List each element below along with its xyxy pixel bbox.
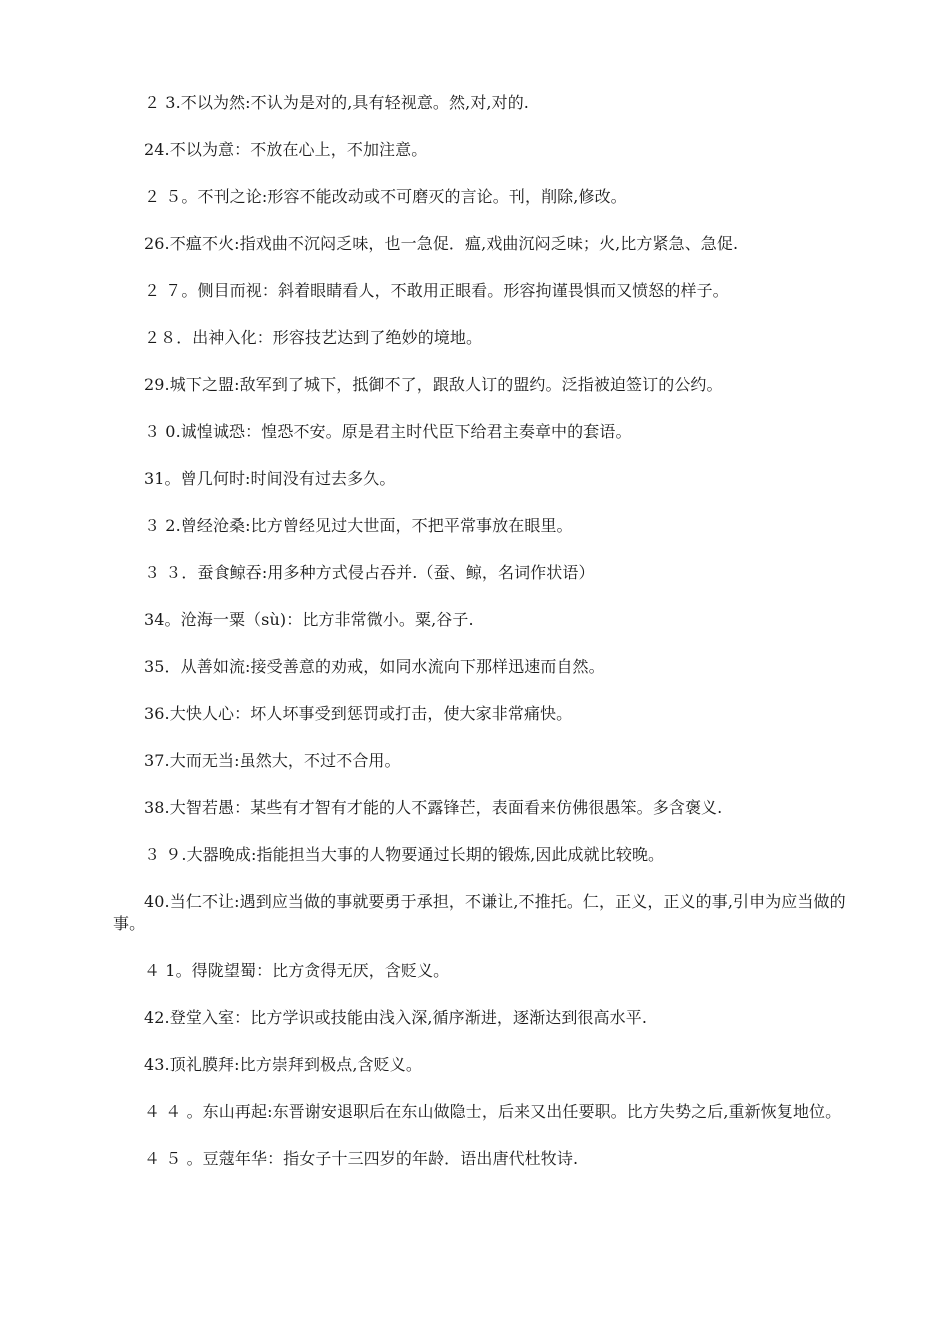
- idiom-entry-34: 34。沧海一粟（sù)：比方非常微小。粟,谷子.: [144, 610, 474, 629]
- idiom-entry-30: ３ 0.诚惶诚恐：惶恐不安。原是君主时代臣下给君主奏章中的套语。: [144, 422, 632, 441]
- idiom-entry-42: 42.登堂入室：比方学识或技能由浅入深,循序渐进，逐渐达到很高水平.: [144, 1008, 648, 1027]
- idiom-entry-28: ２８．出神入化：形容技艺达到了绝妙的境地。: [144, 328, 483, 347]
- idiom-list: [113, 92, 865, 1195]
- idiom-entry-41: ４ 1。得陇望蜀：比方贪得无厌，含贬义。: [144, 961, 450, 980]
- idiom-entry-31: 31。曾几何时:时间没有过去多久。: [144, 469, 396, 488]
- idiom-entry-43: 43.顶礼膜拜:比方崇拜到极点,含贬义。: [144, 1055, 422, 1074]
- idiom-entry-32: ３ 2.曾经沧桑:比方曾经见过大世面，不把平常事放在眼里。: [144, 516, 573, 535]
- idiom-entry-37: 37.大而无当:虽然大，不过不合用。: [144, 751, 401, 770]
- idiom-entry-38: 38.大智若愚：某些有才智有才能的人不露锋芒，表面看来仿佛很愚笨。多含褒义.: [144, 798, 723, 817]
- idiom-entry-39: ３ ９.大器晚成:指能担当大事的人物要通过长期的锻炼,因此成就比较晚。: [144, 845, 665, 864]
- idiom-entry-23: ２ 3.不以为然:不认为是对的,具有轻视意。然,对,对的.: [144, 93, 529, 112]
- idiom-entry-45: ４ ５ 。豆蔻年华：指女子十三四岁的年龄．语出唐代杜牧诗.: [144, 1149, 579, 1168]
- idiom-entry-26: 26.不瘟不火:指戏曲不沉闷乏味，也一急促．瘟,戏曲沉闷乏味；火,比方紧急、急促.: [144, 234, 739, 253]
- idiom-entry-29: 29.城下之盟:敌军到了城下，抵御不了，跟敌人订的盟约。泛指被迫签订的公约。: [144, 375, 723, 394]
- idiom-entry-40: 40.当仁不让:遇到应当做的事就要勇于承担，不谦让,不推托。仁，正义，正义的事,引申为应当做的事。: [113, 892, 846, 933]
- idiom-entry-27: ２ ７。侧目而视：斜着眼睛看人，不敢用正眼看。形容拘谨畏惧而又愤怒的样子。: [144, 281, 729, 300]
- idiom-entry-35: 35．从善如流:接受善意的劝戒，如同水流向下那样迅速而自然。: [144, 657, 605, 676]
- idiom-entry-44: ４ ４ 。东山再起:东晋谢安退职后在东山做隐士，后来又出任要职。比方失势之后,重新恢复地位。: [144, 1102, 842, 1121]
- idiom-entry-33: ３ ３．蚕食鲸吞:用多种方式侵占吞并.（蚕、鲸，名词作状语）: [144, 563, 595, 582]
- idiom-entry-25: ２ ５。不刊之论:形容不能改动或不可磨灭的言论。刊，削除,修改。: [144, 187, 627, 206]
- idiom-entry-24: 24.不以为意：不放在心上，不加注意。: [144, 140, 428, 159]
- idiom-entry-36: 36.大快人心：坏人坏事受到惩罚或打击，使大家非常痛快。: [144, 704, 573, 723]
